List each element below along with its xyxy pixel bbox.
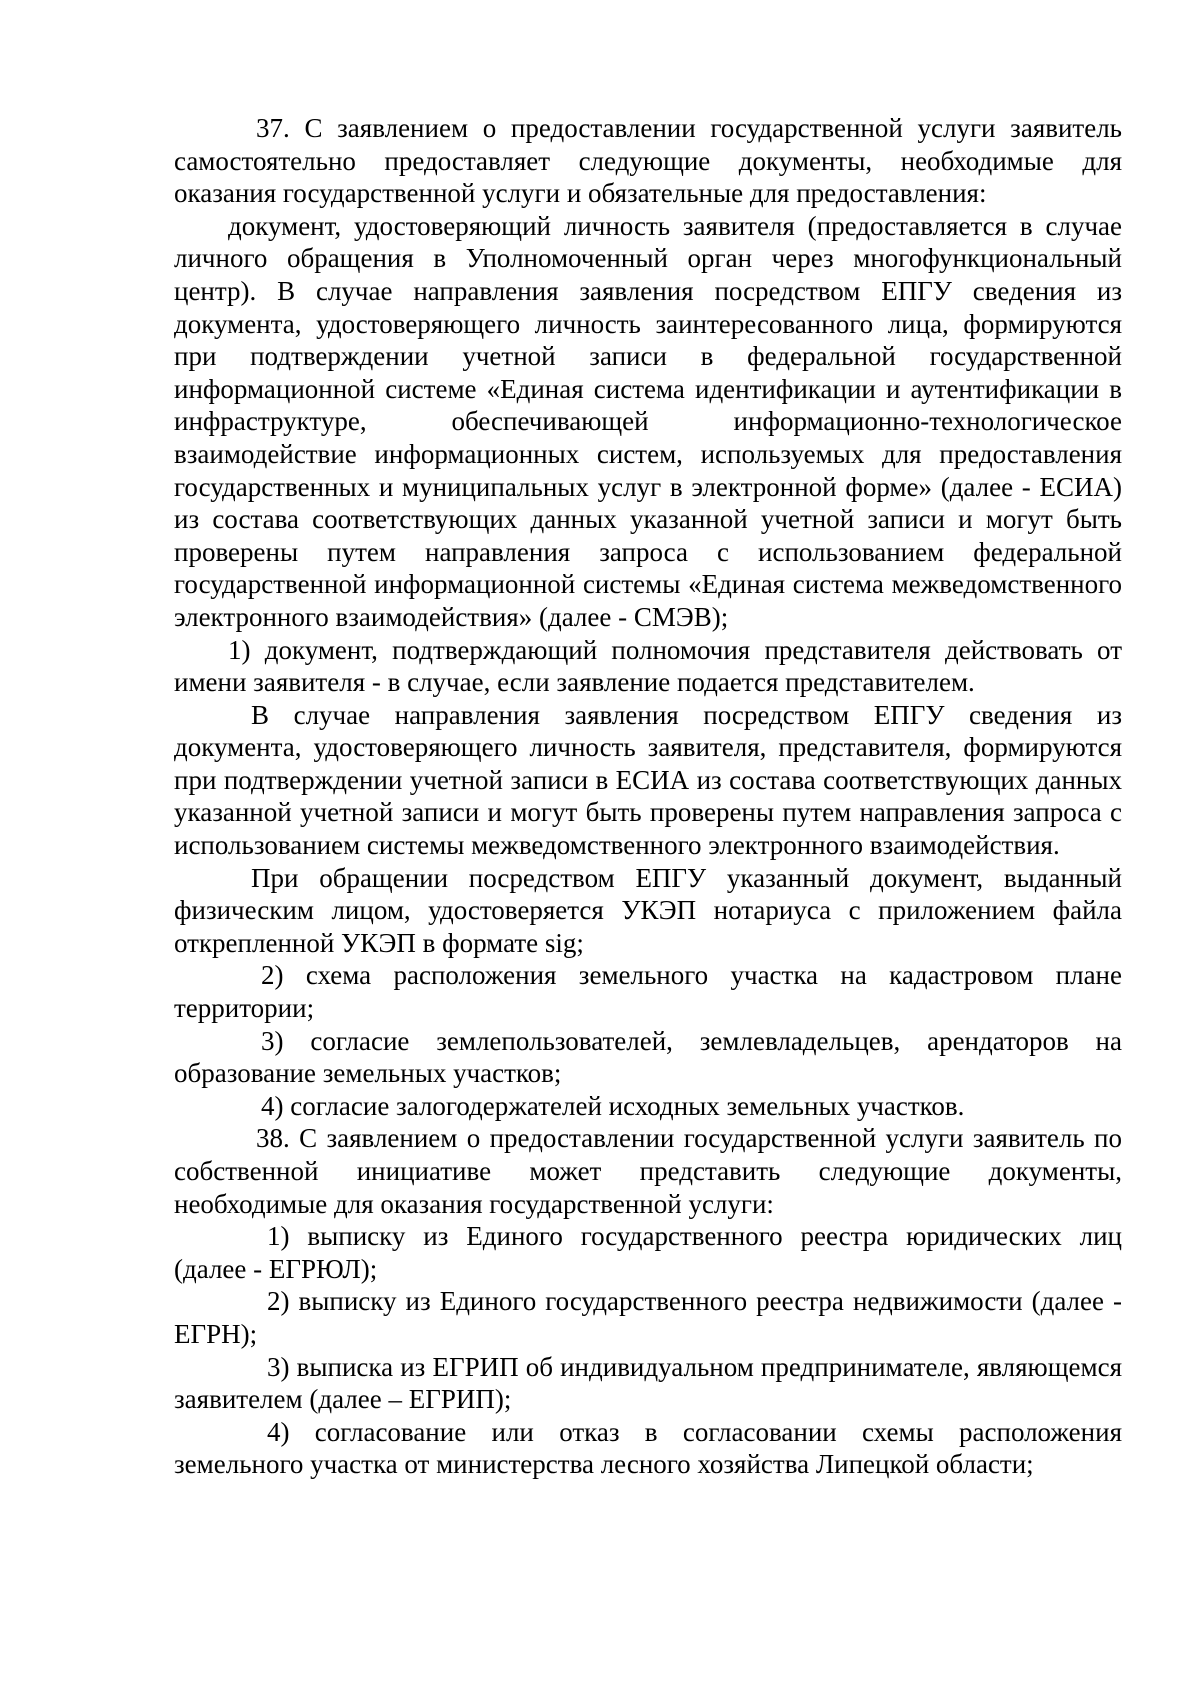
list-item-2-egrn: 2) выписку из Единого государственного реестра недвижимости (далее - ЕГРН); [174, 1286, 1122, 1349]
paragraph-identity-document: документ, удостоверяющий личность заявителя (предоставляется в случае личного обращения в Уполномоченный орган через многофункциональный центр). В случае направления заявления посредством ЕПГУ сведения из документа, удостоверяющего личность заинтересованного лица, формируются при подтверждении учетной записи в федеральной государственной информационной системе «Единая система идентификации и аутентификации в инфраструктуре, обеспечивающей информационно-технологическое взаимодействие информационных систем, используемых для предоставления государственных и муниципальных услуг в электронной форме» (далее - ЕСИА) из состава соответствующих данных указанной учетной записи и могут быть проверены путем направления запроса с использованием федеральной государственной информационной системы «Единая система межведомственного электронного взаимодействия» (далее - СМЭВ); [174, 210, 1122, 632]
list-item-1-egrul: 1) выписку из Единого государственного реестра юридических лиц (далее - ЕГРЮЛ); [174, 1221, 1122, 1284]
list-item-3-landholders-consent: 3) согласие землепользователей, землевладельцев, арендаторов на образование земельных участков; [174, 1025, 1122, 1089]
paragraph-ukep-notary: При обращении посредством ЕПГУ указанный документ, выданный физическим лицом, удостоверяется УКЭП нотариуса с приложением файла открепленной УКЭП в формате sig; [174, 862, 1122, 958]
paragraph-38: 38. С заявлением о предоставлении государственной услуги заявитель по собственной инициативе может представить следующие документы, необходимые для оказания государственной услуги: [174, 1123, 1122, 1219]
document-body [174, 112, 1122, 1481]
list-item-4-pledgeholders-consent: 4) согласие залогодержателей исходных земельных участков. [261, 1090, 965, 1121]
list-item-4-forestry-approval: 4) согласование или отказ в согласовании схемы расположения земельного участка от министерства лесного хозяйства Липецкой области; [174, 1416, 1122, 1480]
list-item-1-representative-authority: 1) документ, подтверждающий полномочия представителя действовать от имени заявителя - в случае, если заявление подается представителем. [174, 634, 1122, 698]
list-item-3-egrip: 3) выписка из ЕГРИП об индивидуальном предпринимателе, являющемся заявителем (далее – ЕГРИП); [174, 1351, 1122, 1415]
paragraph-epgu-representative: В случае направления заявления посредством ЕПГУ сведения из документа, удостоверяющего личность заявителя, представителя, формируются при подтверждении учетной записи в ЕСИА из состава соответствующих данных указанной учетной записи и могут быть проверены путем направления запроса с использованием системы межведомственного электронного взаимодействия. [174, 699, 1122, 861]
list-item-2-land-scheme: 2) схема расположения земельного участка на кадастровом плане территории; [174, 960, 1122, 1024]
paragraph-37: 37. С заявлением о предоставлении государственной услуги заявитель самостоятельно предоставляет следующие документы, необходимые для оказания государственной услуги и обязательные для предоставления: [174, 113, 1122, 209]
